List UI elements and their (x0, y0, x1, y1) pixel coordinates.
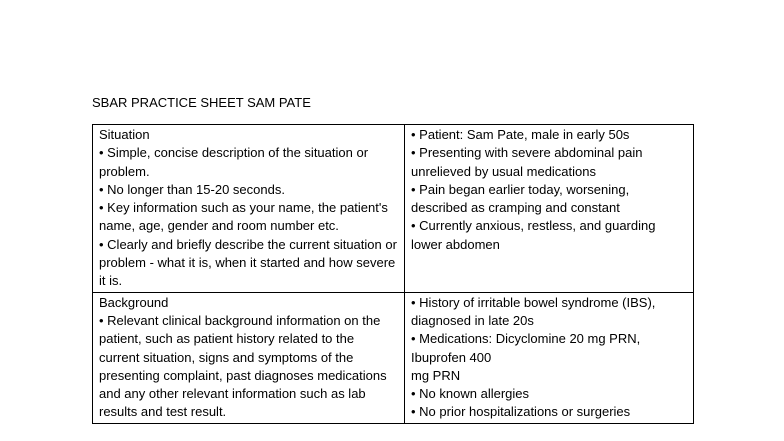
bullet-item: • No known allergies (411, 386, 529, 402)
bullet-item: • History of irritable bowel syndrome (IBS), diagnosed in late 20s (411, 294, 660, 328)
bullet-item: • Simple, concise description of the situation or problem. (99, 145, 372, 179)
continuation-line: mg PRN (411, 367, 461, 383)
sbar-table (92, 124, 694, 424)
bullet-item: • Relevant clinical background information on the patient, such as patient history related to the current situation, signs and symptoms of the presenting complaint, past diagnoses medications and any other relevant information such as lab results and test result. (99, 312, 391, 420)
bullet-item: • Clearly and briefly describe the current situation or problem - what it is, when it started and how severe it is. (99, 236, 401, 289)
situation-guidance-cell (93, 125, 405, 293)
document-title: SBAR PRACTICE SHEET SAM PATE (92, 95, 311, 110)
situation-patient-cell (405, 125, 694, 293)
section-heading-situation: Situation (99, 127, 150, 142)
bullet-item: • Currently anxious, restless, and guarding lower abdomen (411, 218, 660, 252)
bullet-item: • Presenting with severe abdominal pain unrelieved by usual medications (411, 145, 647, 179)
bullet-item: • No longer than 15-20 seconds. (99, 181, 285, 197)
bullet-item: • No prior hospitalizations or surgeries (411, 404, 631, 420)
table-row-background (93, 292, 694, 423)
section-heading-background: Background (99, 294, 169, 310)
table-row-situation (93, 125, 694, 293)
background-patient-cell (405, 292, 694, 423)
bullet-item: • Medications: Dicyclomine 20 mg PRN, Ibuprofen 400 (411, 331, 644, 365)
bullet-item: • Patient: Sam Pate, male in early 50s (411, 127, 630, 142)
background-guidance-cell (93, 292, 405, 423)
bullet-item: • Key information such as your name, the patient's name, age, gender and room number etc. (99, 200, 392, 234)
bullet-item: • Pain began earlier today, worsening, described as cramping and constant (411, 181, 633, 216)
